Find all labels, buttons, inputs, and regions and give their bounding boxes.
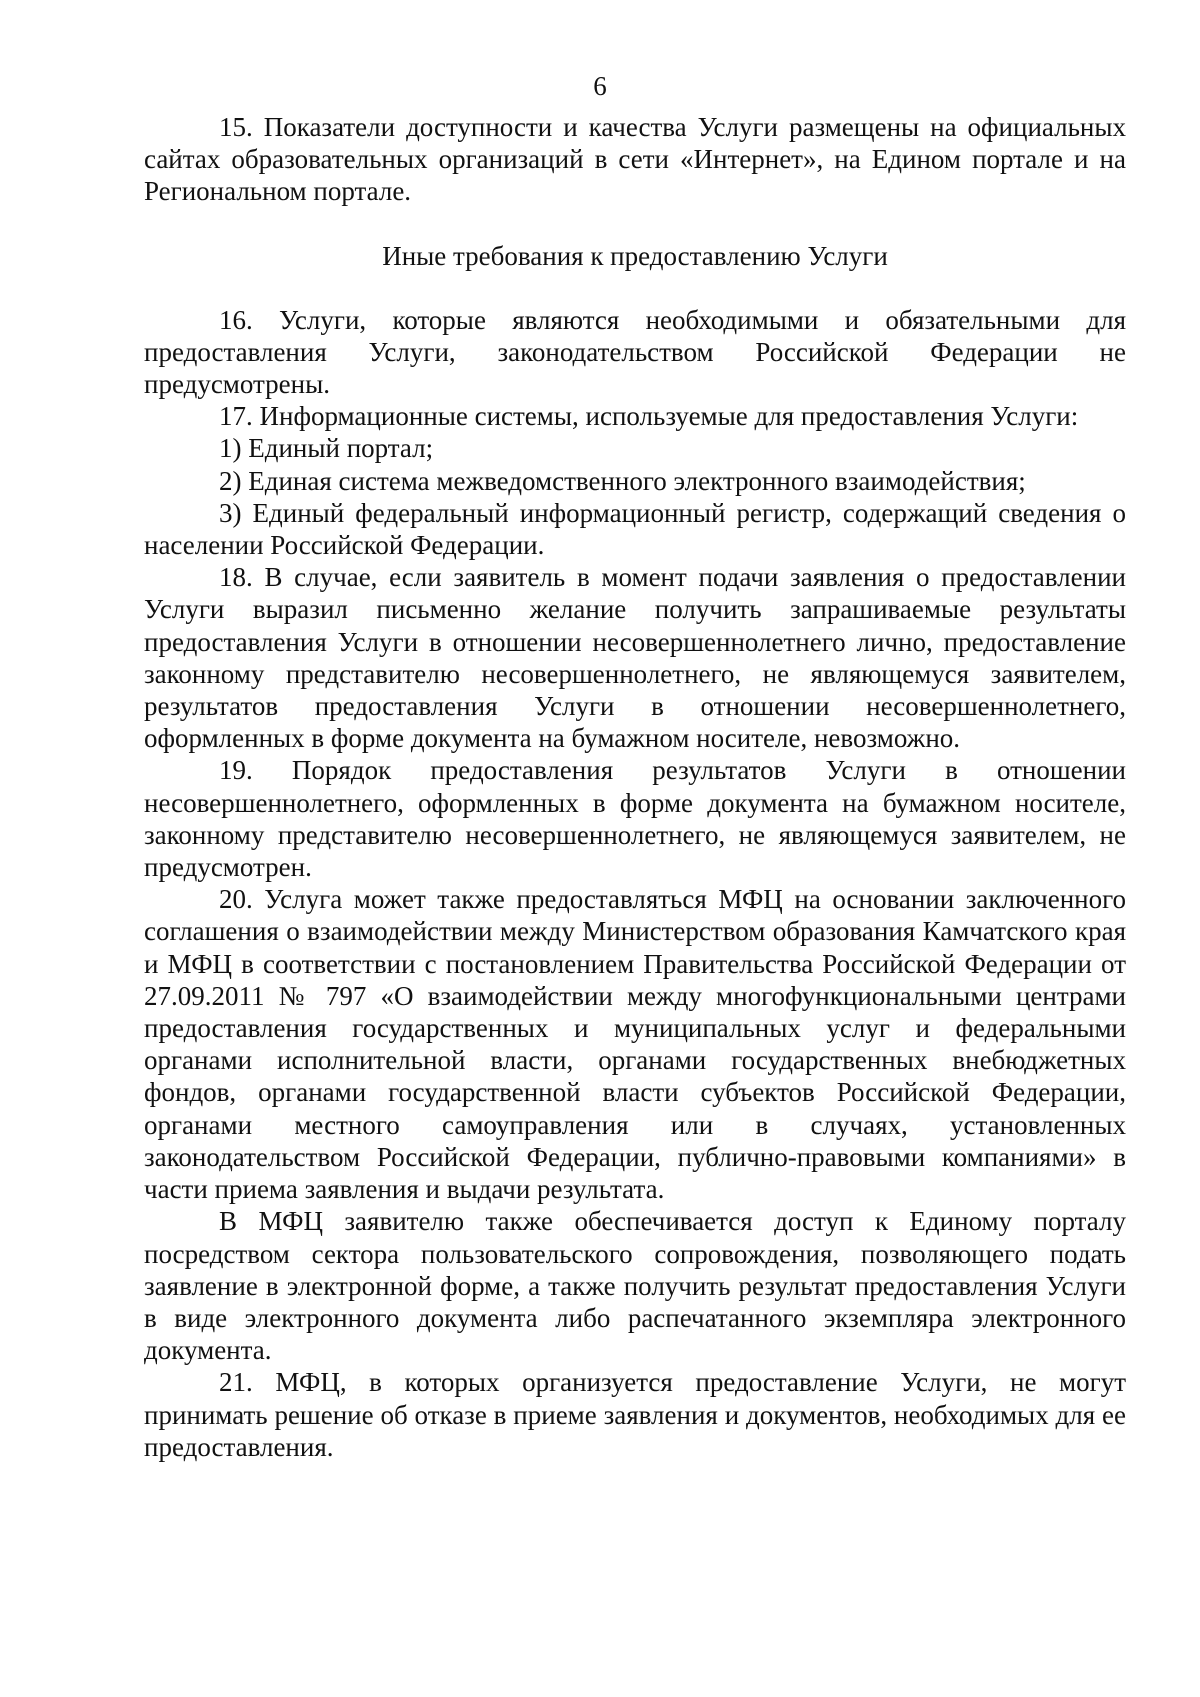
paragraph-15: 15. Показатели доступности и качества Услуги размещены на официальных сайтах образовательных организаций в сети «Интернет», на Едином портале и на Региональном портале. bbox=[144, 112, 1126, 207]
list-item-17-2: 2) Единая система межведомственного электронного взаимодействия; bbox=[219, 465, 1026, 496]
document-body bbox=[144, 111, 1126, 1463]
paragraph-16: 16. Услуги, которые являются необходимыми и обязательными для предоставления Услуги, законодательством Российской Федерации не предусмотрены. bbox=[144, 304, 1126, 400]
paragraph-17: 17. Информационные системы, используемые для предоставления Услуги: bbox=[219, 401, 1079, 432]
list-item-17-1: 1) Единый портал; bbox=[219, 433, 434, 464]
paragraph-18: 18. В случае, если заявитель в момент подачи заявления о предоставлении Услуги выразил письменно желание получить запрашиваемые результаты предоставления Услуги в отношении несовершеннолетнего лично, предоставление законному представителю несовершеннолетнего, не являющемуся заявителем, результатов предоставления Услуги в отношении несовершеннолетнего, оформленных в форме документа на бумажном носителе, невозможно. bbox=[144, 562, 1126, 754]
paragraph-19: 19. Порядок предоставления результатов Услуги в отношении несовершеннолетнего, оформленных в форме документа на бумажном носителе, законному представителю несовершеннолетнего, не являющемуся заявителем, не предусмотрен. bbox=[144, 755, 1126, 883]
paragraph-20: 20. Услуга может также предоставляться МФЦ на основании заключенного соглашения о взаимодействии между Министерством образования Камчатского края и МФЦ в соответствии с постановлением Правительства Российской Федерации от 27.09.2011 № 797 «О взаимодействии между многофункциональными центрами предоставления государственных и муниципальных услуг и федеральными органами исполнительной власти, органами государственных внебюджетных фондов, органами государственной власти субъектов Российской Федерации, органами местного самоуправления или в случаях, установленных законодательством Российской Федерации, публично-правовыми компаниями» в части приема заявления и выдачи результата. bbox=[144, 884, 1126, 1205]
list-item-17-3: 3) Единый федеральный информационный регистр, содержащий сведения о населении Российской Федерации. bbox=[144, 497, 1126, 561]
page-number: 6 bbox=[593, 71, 607, 101]
paragraph-20-mfc-access: В МФЦ заявителю также обеспечивается доступ к Единому порталу посредством сектора пользовательского сопровождения, позволяющего подать заявление в электронной форме, а также получить результат предоставления Услуги в виде электронного документа либо распечатанного экземпляра электронного документа. bbox=[144, 1206, 1126, 1366]
section-heading: Иные требования к предоставлению Услуги bbox=[382, 240, 888, 271]
paragraph-21: 21. МФЦ, в которых организуется предоставление Услуги, не могут принимать решение об отказе в приеме заявления и документов, необходимых для ее предоставления. bbox=[144, 1367, 1126, 1462]
